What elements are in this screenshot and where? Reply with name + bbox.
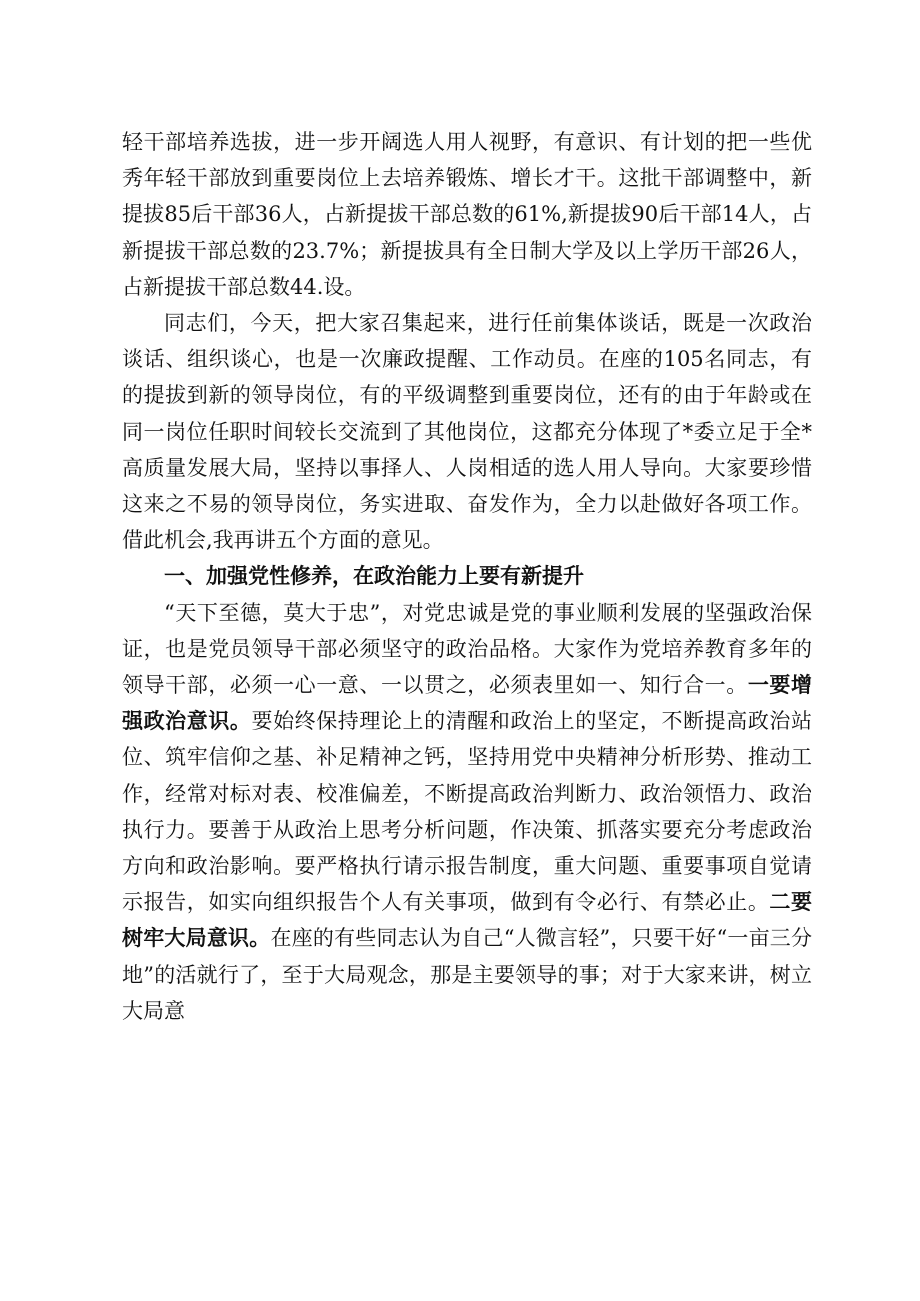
point-1-title: 一要增强政治意识。: [122, 672, 813, 734]
point-1-body: 要始终保持理论上的清醒和政治上的坚定，不断提高政治站位、筑牢信仰之基、补足精神之钙，坚持用党中央精神分析形势、推动工作，经常对标对表、校准偏差，不断提高政治判断力、政治领悟力、政治执行力。要善于从政治上思考分析问题，作决策、抓落实要充分考虑政治方向和政治影响。要严格执行请示报告制度，重大问题、重要事项自觉请示报告，如实向组织报告个人有关事项，做到有令必行、有禁必止。: [122, 709, 812, 915]
paragraph-intro-text: “天下至德，莫大于忠”，对党忠诚是党的事业顺利发展的坚强政治保证，也是党员领导干部必须坚守的政治品格。大家作为党培养教育多年的领导干部，必须一心一意、一以贯之，必须表里如一、知行合一。: [122, 600, 812, 698]
paragraph-continuation: 轻干部培养选拔，进一步开阔选人用人视野，有意识、有计划的把一些优秀年轻干部放到重要岗位上去培养锻炼、增长才干。这批干部调整中，新提拔85后干部36人，占新提拔干部总数的61%,新提拔90后干部14人，占新提拔干部总数的23.7%；新提拔具有全日制大学及以上学历干部26人，占新提拔干部总数44.设。: [122, 130, 812, 299]
point-2-body: 在座的有些同志认为自己“人微言轻”，只要干好“一亩三分地”的活就行了，至于大局观念，那是主要领导的事；对于大家来讲，树立大局意: [122, 926, 813, 1023]
document-page: [122, 124, 812, 1029]
paragraph-opening-remarks: 同志们，今天，把大家召集起来，进行任前集体谈话，既是一次政治谈话、组织谈心，也是一次廉政提醒、工作动员。在座的105名同志，有的提拔到新的领导岗位，有的平级调整到重要岗位，还有的由于年龄或在同一岗位任职时间较长交流到了其他岗位，这都充分体现了*委立足于全*高质量发展大局，坚持以事择人、人岗相适的选人用人导向。大家要珍惜这来之不易的领导岗位，务实进取、奋发作为，全力以赴做好各项工作。借此机会,我再讲五个方面的意见。: [122, 311, 812, 553]
point-2-title: 二要树牢大局意识。: [122, 889, 813, 951]
paragraph-loyalty: [122, 595, 812, 1029]
section-heading: 一、加强党性修养，在政治能力上要有新提升: [164, 563, 584, 589]
